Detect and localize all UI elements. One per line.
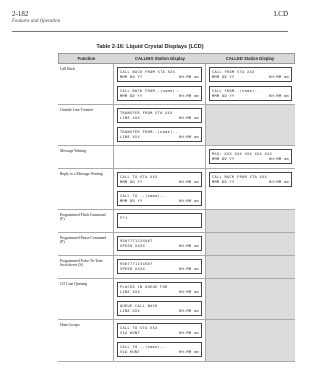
lcd-time: HH:MM am xyxy=(178,243,199,248)
lcd-line-2 xyxy=(212,157,289,162)
table-row xyxy=(58,256,295,279)
lcd-line-2-left: LINE XXX xyxy=(120,134,141,139)
function-cell: Programmed Pulse-To-Tone Switchover (S) xyxy=(60,259,103,267)
lcd-line-2-left: LINE XXX xyxy=(120,308,141,313)
lcd-line-2-left: MMM DD YY xyxy=(120,93,143,98)
lcd-line-2-left: VIA HUNT xyxy=(120,349,141,354)
called-display-cell xyxy=(205,64,295,104)
lcd-line-1: CALL TO STA XXX xyxy=(120,174,158,179)
lcd-line-2 xyxy=(120,350,199,355)
lcd-time: HH:MM am xyxy=(178,93,199,98)
lcd-line-1: CALL BACK FROM..(name).. xyxy=(120,88,181,93)
calling-display-cell xyxy=(113,64,205,104)
table-row xyxy=(58,169,295,210)
lcd-display xyxy=(209,149,292,164)
lcd-line-1: CALL TO ..(name).. xyxy=(120,193,166,198)
lcd-display xyxy=(117,191,202,206)
called-display-cell xyxy=(205,169,295,209)
lcd-line-2 xyxy=(120,199,199,204)
page-header-title: LCD xyxy=(274,10,288,18)
lcd-display xyxy=(209,172,292,187)
lcd-line-2 xyxy=(120,116,199,121)
lcd-line-1: 9507771234567 xyxy=(120,261,153,266)
lcd-time: HH:MM am xyxy=(178,134,199,139)
lcd-line-2-left: MMM DD YY xyxy=(212,93,235,98)
lcd-line-2 xyxy=(120,75,199,80)
header-divider xyxy=(12,31,288,32)
table-caption: Table 2-16: Liquid Crystal Displays (LCD) xyxy=(96,44,204,50)
table-row xyxy=(58,146,295,169)
lcd-time: HH:MM am xyxy=(178,115,199,120)
lcd-display xyxy=(117,342,202,357)
header-calling: CALLING Station Display xyxy=(134,56,186,61)
lcd-line-1: F*1 xyxy=(120,215,128,220)
lcd-display xyxy=(117,86,202,101)
called-display-cell xyxy=(205,256,295,278)
lcd-display xyxy=(117,108,202,123)
called-display-cell xyxy=(205,210,295,232)
lcd-line-2 xyxy=(120,290,199,295)
lcd-line-2 xyxy=(120,267,199,272)
lcd-line-1: CALL FROM..(name).. xyxy=(212,88,260,93)
lcd-table xyxy=(58,53,295,354)
function-cell: Message Waiting xyxy=(60,149,87,153)
called-display-cell xyxy=(205,279,295,319)
lcd-time: HH:MM am xyxy=(178,349,199,354)
table-header xyxy=(58,53,295,64)
lcd-time: HH:MM am xyxy=(178,74,199,79)
function-cell: Call Back xyxy=(60,67,76,71)
lcd-line-2-left: MMM DD YY xyxy=(120,198,143,203)
lcd-display xyxy=(117,323,202,338)
lcd-line-1: CALL TO STA XXX xyxy=(120,325,158,330)
lcd-display xyxy=(117,127,202,142)
lcd-line-2-left: MMM DD YY xyxy=(120,179,143,184)
lcd-time: HH:MM am xyxy=(178,179,199,184)
lcd-time: HH:MM am xyxy=(178,198,199,203)
lcd-line-2-left: VIA HUNT xyxy=(120,330,141,335)
calling-display-cell xyxy=(113,279,205,319)
lcd-display xyxy=(117,259,202,274)
calling-display-cell xyxy=(113,256,205,278)
lcd-line-2 xyxy=(212,94,289,99)
table-row xyxy=(58,320,295,362)
lcd-time: HH:MM am xyxy=(268,156,289,161)
lcd-time: HH:MM am xyxy=(178,308,199,313)
lcd-time: HH:MM am xyxy=(178,330,199,335)
function-cell: Outside Line Transfer xyxy=(60,108,94,112)
called-display-cell xyxy=(205,320,295,361)
called-display-cell xyxy=(205,146,295,168)
calling-display-cell xyxy=(113,105,205,145)
header-called: CALLED Station Display xyxy=(225,56,275,61)
lcd-time: HH:MM am xyxy=(178,289,199,294)
lcd-line-1: CALL BACK FROM STA XXX xyxy=(212,174,268,179)
page-header-left xyxy=(12,10,60,24)
lcd-line-1: CALL FROM STA XXX xyxy=(212,69,255,74)
lcd-line-1: TRANSFER FROM STA XXX xyxy=(120,110,173,115)
lcd-line-2-left: MMM DD YY xyxy=(212,156,235,161)
lcd-line-1: CALL BACK FROM STA XXX xyxy=(120,69,176,74)
lcd-line-2-left: SPEED XXXX xyxy=(120,243,146,248)
lcd-line-1: PLACED IN QUEUE FOR xyxy=(120,284,168,289)
lcd-time: HH:MM am xyxy=(268,179,289,184)
lcd-display xyxy=(117,172,202,187)
lcd-line-2 xyxy=(212,75,289,80)
function-cell: Programmed Pause Command (P) xyxy=(60,236,107,244)
lcd-display xyxy=(209,67,292,82)
lcd-line-2 xyxy=(120,244,199,249)
lcd-display xyxy=(117,67,202,82)
section-name: Features and Operation xyxy=(12,19,61,24)
header-function: Function xyxy=(77,56,96,61)
lcd-display xyxy=(117,301,202,316)
lcd-line-1: MSG: XXX XXX XXX XXX XXX xyxy=(212,151,273,156)
table-row xyxy=(58,105,295,146)
lcd-line-2 xyxy=(120,180,199,185)
lcd-line-2 xyxy=(212,180,289,185)
function-cell: CO Line Queuing xyxy=(60,282,88,286)
table-row xyxy=(58,64,295,105)
table-row xyxy=(58,233,295,256)
lcd-line-2-left: MMM DD YY xyxy=(212,179,235,184)
lcd-line-1: CALL TO ..(name).. xyxy=(120,344,166,349)
calling-display-cell xyxy=(113,320,205,361)
lcd-line-2 xyxy=(120,331,199,336)
function-cell: Reply to a Message Waiting xyxy=(60,172,103,176)
lcd-line-2 xyxy=(120,135,199,140)
lcd-display xyxy=(209,86,292,101)
function-cell: Programmed Flash Command (F) xyxy=(60,213,106,221)
called-display-cell xyxy=(205,105,295,145)
page-number: 2-182 xyxy=(12,10,29,18)
lcd-line-1: 9507771234567 xyxy=(120,238,153,243)
lcd-line-2-left: MMM DD YY xyxy=(212,74,235,79)
lcd-line-2-left: LINE XXX xyxy=(120,289,141,294)
calling-display-cell xyxy=(113,169,205,209)
lcd-display xyxy=(117,282,202,297)
lcd-line-2 xyxy=(120,309,199,314)
lcd-line-2 xyxy=(120,94,199,99)
lcd-display xyxy=(117,236,202,251)
lcd-time: HH:MM am xyxy=(178,266,199,271)
calling-display-cell xyxy=(113,210,205,232)
calling-display-cell xyxy=(113,146,205,168)
lcd-line-1: QUEUE CALL BACK xyxy=(120,303,158,308)
calling-display-cell xyxy=(113,233,205,255)
lcd-line-2-left: SPEED XXXX xyxy=(120,266,146,271)
function-cell: Hunt Groups xyxy=(60,323,80,327)
lcd-line-2-left: MMM DD YY xyxy=(120,74,143,79)
lcd-time: HH:MM am xyxy=(268,74,289,79)
table-row xyxy=(58,279,295,320)
lcd-display xyxy=(117,213,202,228)
lcd-line-2-left: LINE XXX xyxy=(120,115,141,120)
called-display-cell xyxy=(205,233,295,255)
lcd-time: HH:MM am xyxy=(268,93,289,98)
lcd-line-1: TRANSFER FROM..(name).. xyxy=(120,129,178,134)
table-row xyxy=(58,210,295,233)
